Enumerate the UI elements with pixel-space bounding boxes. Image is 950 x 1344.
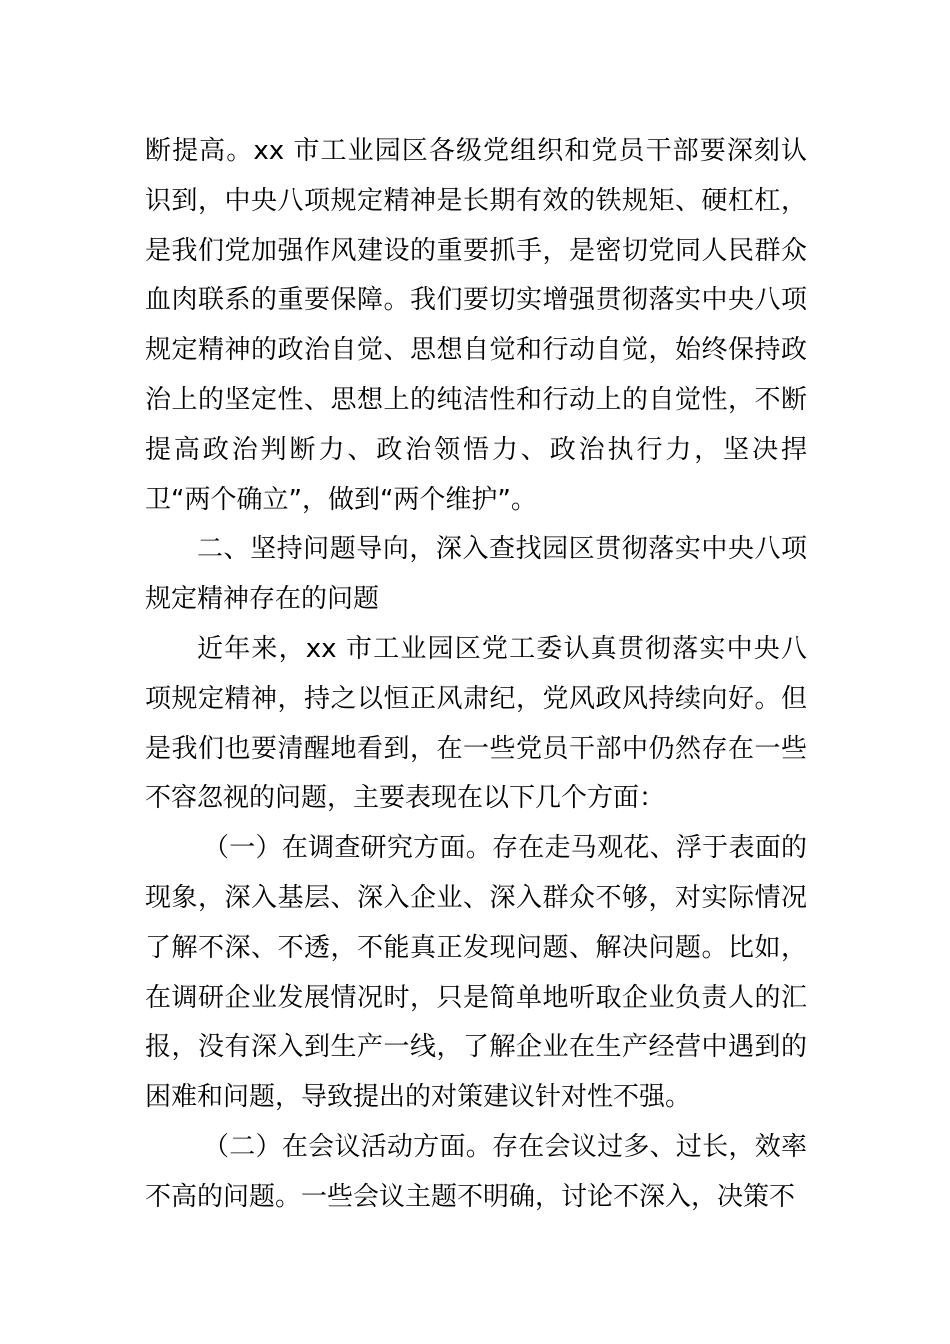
section-heading: 二、坚持问题导向，深入查找园区贯彻落实中央八项规定精神存在的问题: [145, 534, 807, 615]
paragraph-continuation: 断提高。xx 市工业园区各级党组织和党员干部要深刻认识到，中央八项规定精神是长期有效的铁规矩、硬杠杠，是我们党加强作风建设的重要抓手，是密切党同人民群众血肉联系的重要保障。我们要切实增强贯彻落实中央八项规定精神的政治自觉、思想自觉和行动自觉，始终保持政治上的坚定性、思想上的纯洁性和行动上的自觉性，不断提高政治判断力、政治领悟力、政治执行力，坚决捍卫“两个确立”，做到“两个维护”。: [145, 136, 807, 515]
paragraph-item-1: （一）在调查研究方面。存在走马观花、浮于表面的现象，深入基层、深入企业、深入群众不够，对实际情况了解不深、不透，不能真正发现问题、解决问题。比如，在调研企业发展情况时，只是简单地听取企业负责人的汇报，没有深入到生产一线，了解企业在生产经营中遇到的困难和问题，导致提出的对策建议针对性不强。: [145, 833, 807, 1113]
document-body: [145, 127, 807, 1223]
paragraph-item-2: （二）在会议活动方面。存在会议过多、过长，效率不高的问题。一些会议主题不明确，讨论不深入，决策不: [145, 1131, 807, 1212]
paragraph-intro: 近年来，xx 市工业园区党工委认真贯彻落实中央八项规定精神，持之以恒正风肃纪，党风政风持续向好。但是我们也要清醒地看到，在一些党员干部中仍然存在一些不容忽视的问题，主要表现在以下几个方面：: [145, 633, 807, 814]
